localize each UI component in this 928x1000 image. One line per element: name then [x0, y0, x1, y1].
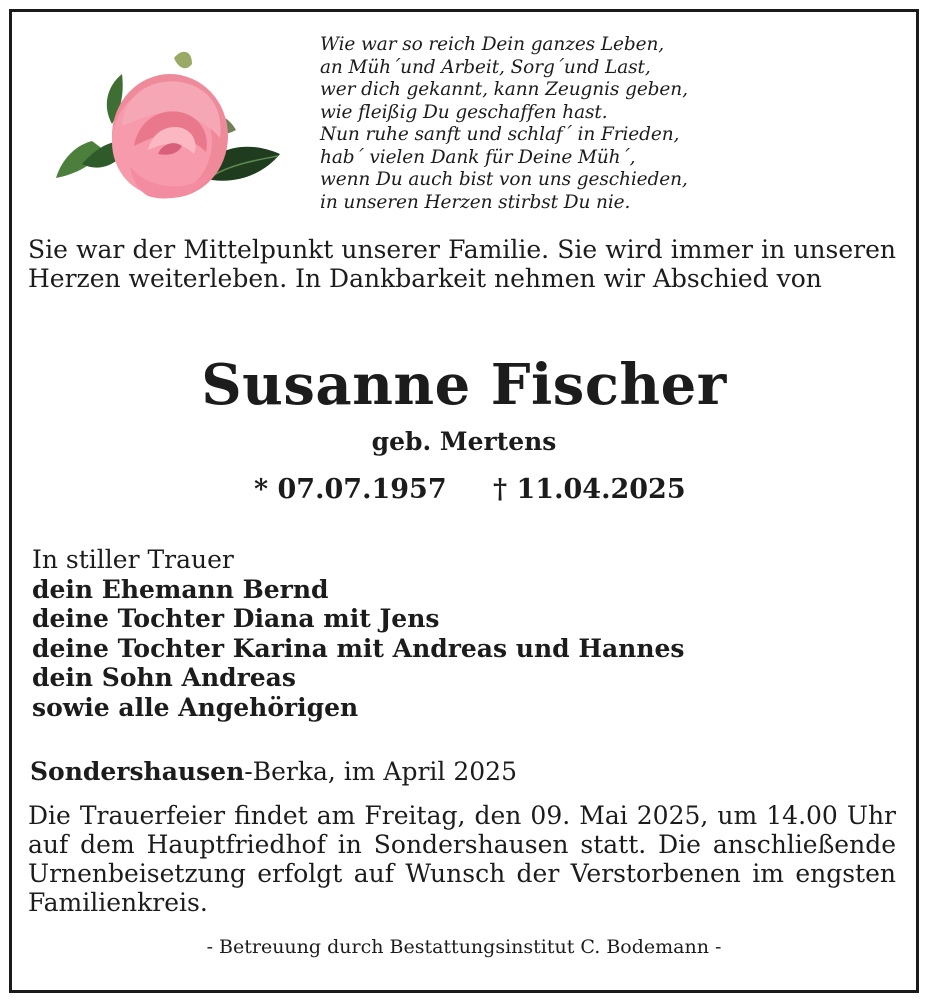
poem-line: in unseren Herzen stirbst Du nie.	[320, 191, 631, 213]
poem-line: wenn Du auch bist von uns geschieden,	[320, 169, 688, 190]
mourner: deine Tochter Karina mit Andreas und Hannes	[32, 633, 685, 663]
place-date	[30, 757, 517, 787]
deceased-name: Susanne Fischer	[201, 352, 727, 418]
poem	[320, 34, 880, 214]
mourner: sowie alle Angehörigen	[32, 692, 359, 722]
intro-text: Sie war der Mittelpunkt unserer Familie. Sie wird immer in unseren Herzen weiterleben. In Dankbarkeit nehmen wir Abschied von	[28, 235, 896, 293]
funeral-home-credit: - Betreuung durch Bestattungsinstitut C. Bodemann -	[206, 936, 722, 958]
poem-line: wer dich gekannt, kann Zeugnis geben,	[320, 79, 688, 100]
poem-line: Wie war so reich Dein ganzes Leben,	[320, 34, 665, 55]
mourners-list	[32, 545, 684, 722]
poem-line: hab´ vielen Dank für Deine Müh´,	[320, 146, 636, 168]
mourner: dein Sohn Andreas	[32, 663, 296, 692]
poem-line: wie fleißig Du geschaffen hast.	[320, 101, 608, 123]
place-date-rest: -Berka, im April 2025	[244, 757, 517, 786]
death-date: † 11.04.2025	[493, 474, 686, 505]
birth-date: * 07.07.1957	[254, 474, 447, 505]
poem-line: an Müh´und Arbeit, Sorg´und Last,	[320, 56, 651, 78]
service-info: Die Trauerfeier findet am Freitag, den 09. Mai 2025, um 14.00 Uhr auf dem Hauptfriedhof in Sondershausen statt. Die anschließende Urnenbeisetzung erfolgt auf Wunsch der Verstorbenen im engsten Familienkreis.	[28, 801, 896, 917]
place-city: Sondershausen	[30, 757, 245, 786]
mourner: dein Ehemann Bernd	[32, 574, 329, 604]
mourner: deine Tochter Diana mit Jens	[32, 604, 440, 633]
rose-icon	[52, 46, 284, 206]
mourners-heading: In stiller Trauer	[32, 545, 234, 574]
maiden-name: geb. Mertens	[371, 427, 557, 456]
poem-line: Nun ruhe sanft und schlaf´ in Frieden,	[320, 124, 680, 145]
